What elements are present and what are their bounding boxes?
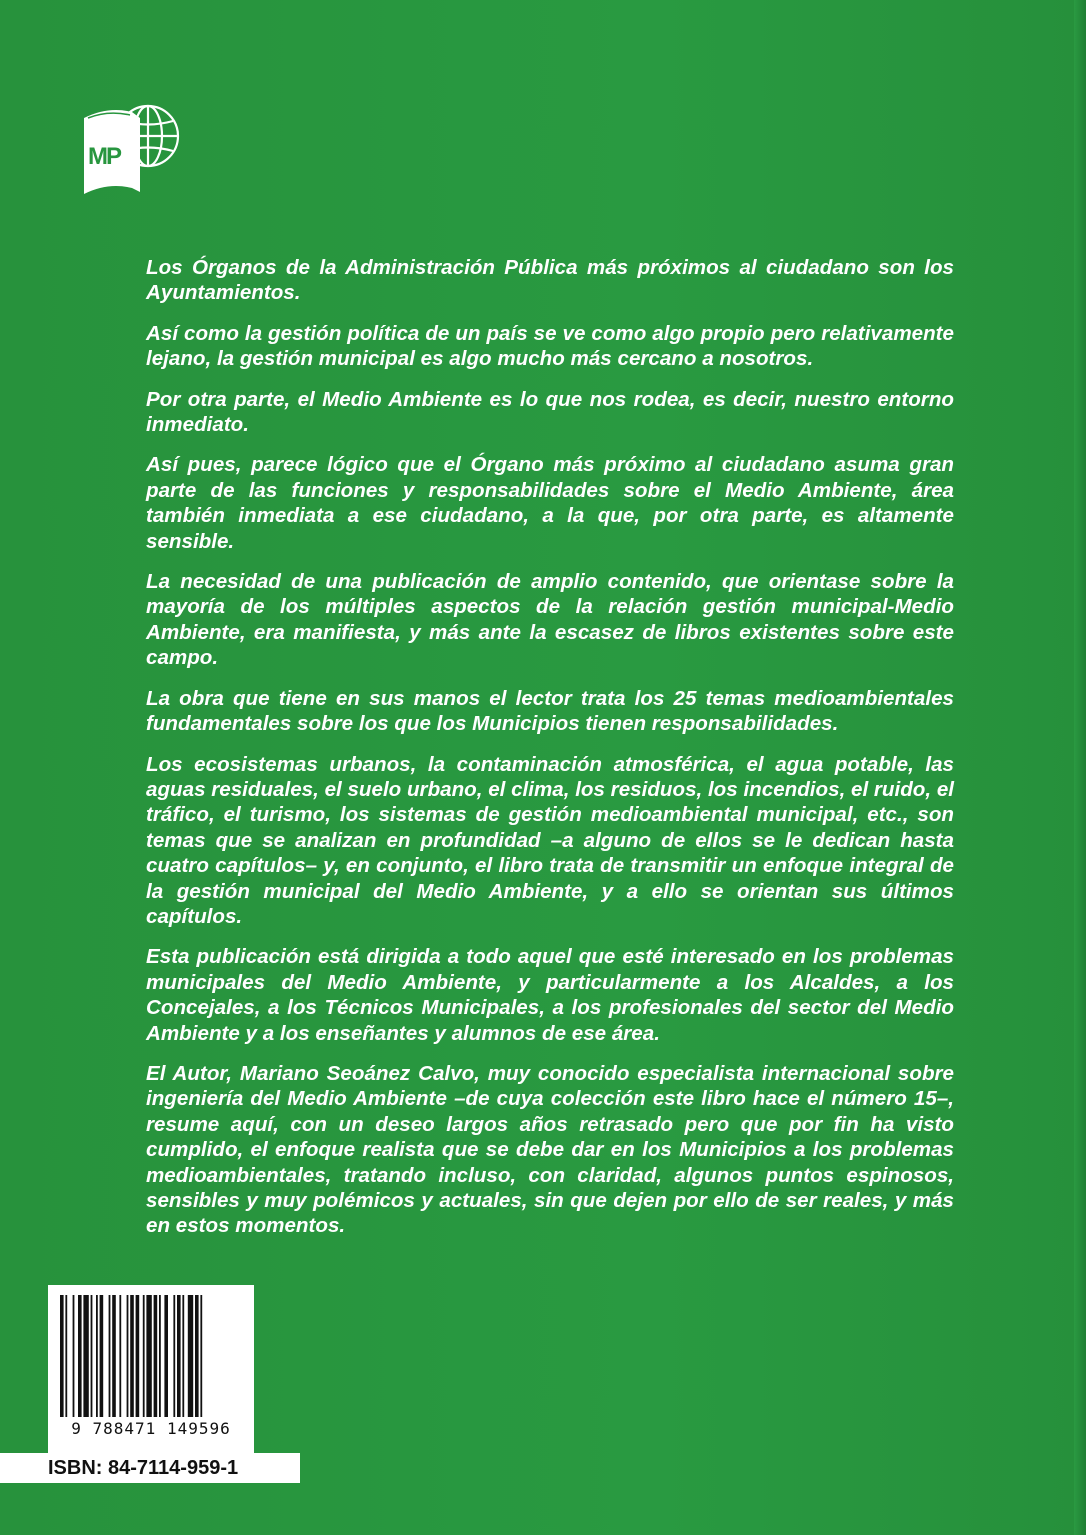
barcode-label — [48, 1285, 254, 1453]
barcode-bar — [112, 1295, 116, 1417]
barcode-bar — [143, 1295, 145, 1417]
barcode-bar — [73, 1295, 75, 1417]
barcode-bar — [188, 1295, 193, 1417]
blurb-paragraph: La obra que tiene en sus manos el lector trata los 25 temas medioambientales fundamentales sobre los que los Municipios tienen responsabilidades. — [146, 686, 954, 736]
barcode-bar — [100, 1295, 104, 1417]
barcode-bar — [65, 1295, 67, 1417]
barcode-bar — [127, 1295, 129, 1417]
logo-text: MP — [88, 143, 120, 170]
barcode-digits: 9 788471 149596 — [71, 1419, 231, 1438]
blurb-paragraph: Los Órganos de la Administración Pública más próximos al ciudadano son los Ayuntamientos. — [146, 256, 954, 305]
barcode-bar — [119, 1295, 121, 1417]
barcode-bar — [177, 1295, 181, 1417]
barcode-bar — [159, 1295, 161, 1417]
barcode-bar — [164, 1295, 168, 1417]
blurb-paragraph: La necesidad de una publicación de amplio contenido, que orientase sobre la mayoría de los múltiples aspectos de la relación gestión municipal-Medio Ambiente, era manifiesta, y más ante la escasez de libros existentes sobre este campo. — [146, 570, 954, 670]
cover-edge — [1074, 0, 1086, 1535]
blurb-paragraph: Por otra parte, el Medio Ambiente es lo que nos rodea, es decir, nuestro entorno inmediato. — [146, 387, 954, 437]
barcode-bar — [136, 1295, 140, 1417]
barcode-bar — [173, 1295, 175, 1417]
blurb-paragraph: Esta publicación está dirigida a todo aquel que esté interesado en los problemas municipales del Medio Ambiente, y particularmente a los Alcaldes, a los Concejales, a los Técnicos Municipales, a los profesionales del sector del Medio Ambiente y a los enseñantes y alumnos de ese área. — [146, 945, 954, 1045]
barcode-bar — [146, 1295, 151, 1417]
blurb-paragraph: Los ecosistemas urbanos, la contaminación atmosférica, el agua potable, las aguas residuales, el suelo urbano, el clima, los residuos, los incendios, el ruido, el tráfico, el turismo, los sistemas de gestión medioambiental municipal, etc., son temas que se analizan en profundidad –a alguno de ellos se le dedican hasta cuatro capítulos– y, en conjunto, el libro trata de transmitir un enfoque integral de la gestión municipal del Medio Ambiente, y a ello se orientan sus últimos capítulos. — [146, 752, 954, 928]
blurb-paragraph: Así como la gestión política de un país se ve como algo propio pero relativamente lejano, la gestión municipal es algo mucho más cercano a nosotros. — [146, 321, 954, 371]
barcode-bar — [96, 1295, 98, 1417]
back-cover-blurb — [146, 255, 954, 1254]
barcode-bar — [91, 1295, 93, 1417]
barcode-bar — [78, 1295, 82, 1417]
barcode-bar — [200, 1295, 202, 1417]
book-globe-logo-icon — [78, 88, 188, 198]
barcode-icon — [58, 1295, 244, 1417]
barcode-bar — [83, 1295, 88, 1417]
barcode-bar — [60, 1295, 64, 1417]
barcode-bar — [130, 1295, 134, 1417]
barcode-bar — [109, 1295, 111, 1417]
blurb-paragraph: El Autor, Mariano Seoánez Calvo, muy conocido especialista internacional sobre ingeniería del Medio Ambiente –de cuya colección este libro hace el número 15–, resume aquí, con un deseo largos años retrasado pero que por fin ha visto cumplido, el enfoque realista que se debe dar en los Municipios a los problemas medioambientales, tratando incluso, con claridad, algunos puntos espinosos, sensibles y muy polémicos y actuales, sin que dejen por ello de ser reales, y más en estos momentos. — [146, 1061, 954, 1238]
publisher-logo — [78, 88, 188, 198]
barcode-bar — [195, 1295, 199, 1417]
blurb-paragraph: Así pues, parece lógico que el Órgano más próximo al ciudadano asuma gran parte de las funciones y responsabilidades sobre el Medio Ambiente, área también inmediata a ese ciudadano, a la que, por otra parte, es altamente sensible. — [146, 453, 954, 553]
barcode-bar — [154, 1295, 158, 1417]
isbn-number: ISBN: 84-7114-959-1 — [0, 1453, 300, 1483]
barcode-bar — [182, 1295, 184, 1417]
